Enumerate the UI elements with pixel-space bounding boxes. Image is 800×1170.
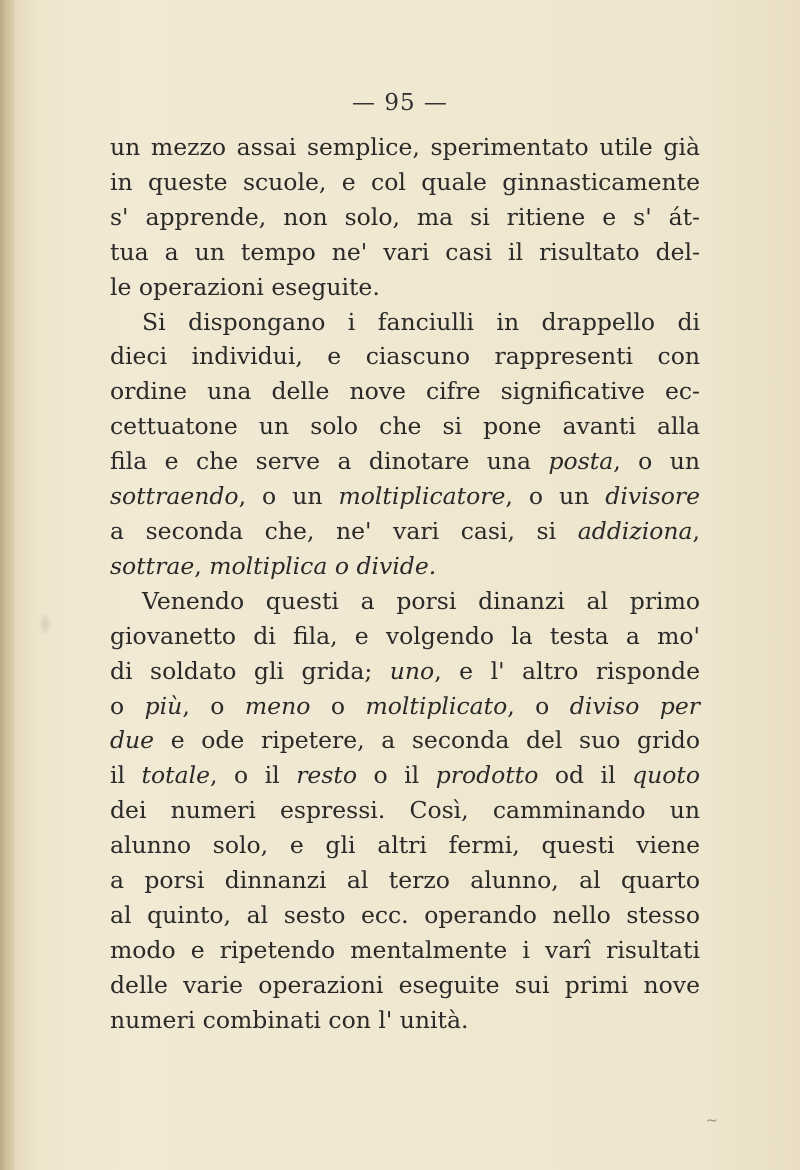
text-run: di soldato gli grida;	[110, 656, 390, 685]
text-run: , o un	[505, 482, 606, 511]
italic-term: totale	[141, 761, 211, 790]
text-run: Si dispongano i fanciulli in drappello di	[142, 307, 700, 336]
footer-mark: ~	[706, 1113, 718, 1129]
italic-term: meno	[244, 691, 311, 720]
italic-term: addiziona	[577, 516, 693, 545]
text-run: dieci individui, e ciascuno rappresenti con	[110, 342, 700, 371]
text-run: a seconda che, ne' vari casi, si	[110, 516, 578, 545]
text-line	[110, 723, 700, 758]
text-run: , o un	[613, 447, 701, 476]
text-line	[110, 933, 700, 968]
text-run: , o il	[210, 761, 297, 790]
italic-term: posta	[548, 447, 614, 476]
italic-term: prodotto	[435, 761, 539, 790]
text-run: o	[310, 691, 366, 720]
text-line	[110, 444, 700, 479]
text-run: cettuatone un solo che si pone avanti alla	[110, 412, 700, 441]
text-line	[110, 758, 700, 793]
text-run: , o	[182, 691, 245, 720]
text-run: fila e che serve a dinotare una	[110, 447, 549, 476]
text-run: od il	[538, 761, 633, 790]
text-line	[110, 339, 700, 374]
text-line	[110, 828, 700, 863]
text-line	[110, 863, 700, 898]
text-line	[110, 270, 700, 305]
text-line	[110, 549, 700, 584]
text-run: Venendo questi a porsi dinanzi al primo	[142, 586, 700, 615]
text-run: ordine una delle nove cifre significative ec-	[110, 377, 700, 406]
text-run: numeri combinati con l' unità.	[110, 1005, 469, 1034]
text-line	[110, 479, 700, 514]
text-run: al quinto, al sesto ecc. operando nello stesso	[110, 900, 700, 929]
italic-term: resto	[296, 761, 357, 790]
text-line	[110, 968, 700, 1003]
italic-term: uno	[389, 656, 435, 685]
text-line	[110, 793, 700, 828]
page-number: — 95 —	[352, 90, 448, 116]
text-run: le operazioni eseguite.	[110, 272, 380, 301]
text-line	[110, 235, 700, 270]
text-line	[110, 654, 700, 689]
text-run: o	[110, 691, 145, 720]
text-line	[110, 584, 700, 619]
text-run: giovanetto di fila, e volgendo la testa a mo'	[110, 621, 700, 650]
text-run: ,	[194, 551, 210, 580]
text-run: delle varie operazioni eseguite sui primi nove	[110, 970, 700, 999]
italic-term: moltiplicatore	[338, 482, 506, 511]
text-line	[110, 1003, 700, 1038]
italic-term: sottrae	[110, 551, 195, 580]
text-line	[110, 200, 700, 235]
text-run: in queste scuole, e col quale ginnasticamente	[110, 167, 700, 196]
text-line	[110, 374, 700, 409]
text-run: alunno solo, e gli altri fermi, questi viene	[110, 831, 700, 860]
text-run: a porsi dinnanzi al terzo alunno, al quarto	[110, 866, 700, 895]
text-run: , o	[507, 691, 570, 720]
text-line	[110, 165, 700, 200]
text-run: , o un	[238, 482, 339, 511]
text-line	[110, 130, 700, 165]
text-run: e ode ripetere, a seconda del suo grido	[154, 726, 700, 755]
italic-term: più	[144, 691, 183, 720]
text-run: il	[110, 761, 142, 790]
text-run: un mezzo assai semplice, sperimentato utile già	[110, 133, 700, 161]
paper-stain	[38, 612, 52, 636]
text-run: dei numeri espressi. Così, camminando un	[110, 796, 700, 825]
text-line	[110, 514, 700, 549]
body-text	[110, 130, 700, 1038]
italic-term: quoto	[632, 761, 701, 790]
text-run: s' apprende, non solo, ma si ritiene e s' át-	[110, 202, 700, 231]
text-run: tua a un tempo ne' vari casi il risultato del-	[110, 237, 700, 266]
text-run: , e l' altro risponde	[434, 656, 700, 685]
text-line	[110, 409, 700, 444]
text-line	[110, 305, 700, 340]
italic-term: moltiplicato	[365, 691, 508, 720]
italic-term: divisore	[605, 482, 700, 511]
text-line	[110, 619, 700, 654]
italic-term: diviso per	[569, 691, 700, 720]
text-run: ,	[692, 516, 700, 545]
italic-term: moltiplica o divide.	[209, 551, 437, 580]
text-run: o il	[357, 761, 436, 790]
book-spine-shadow	[0, 0, 14, 1170]
text-line	[110, 898, 700, 933]
text-run: modo e ripetendo mentalmente i varî risultati	[110, 935, 700, 964]
text-line	[110, 689, 700, 724]
italic-term: due	[110, 726, 155, 755]
italic-term: sottraendo	[110, 482, 239, 511]
